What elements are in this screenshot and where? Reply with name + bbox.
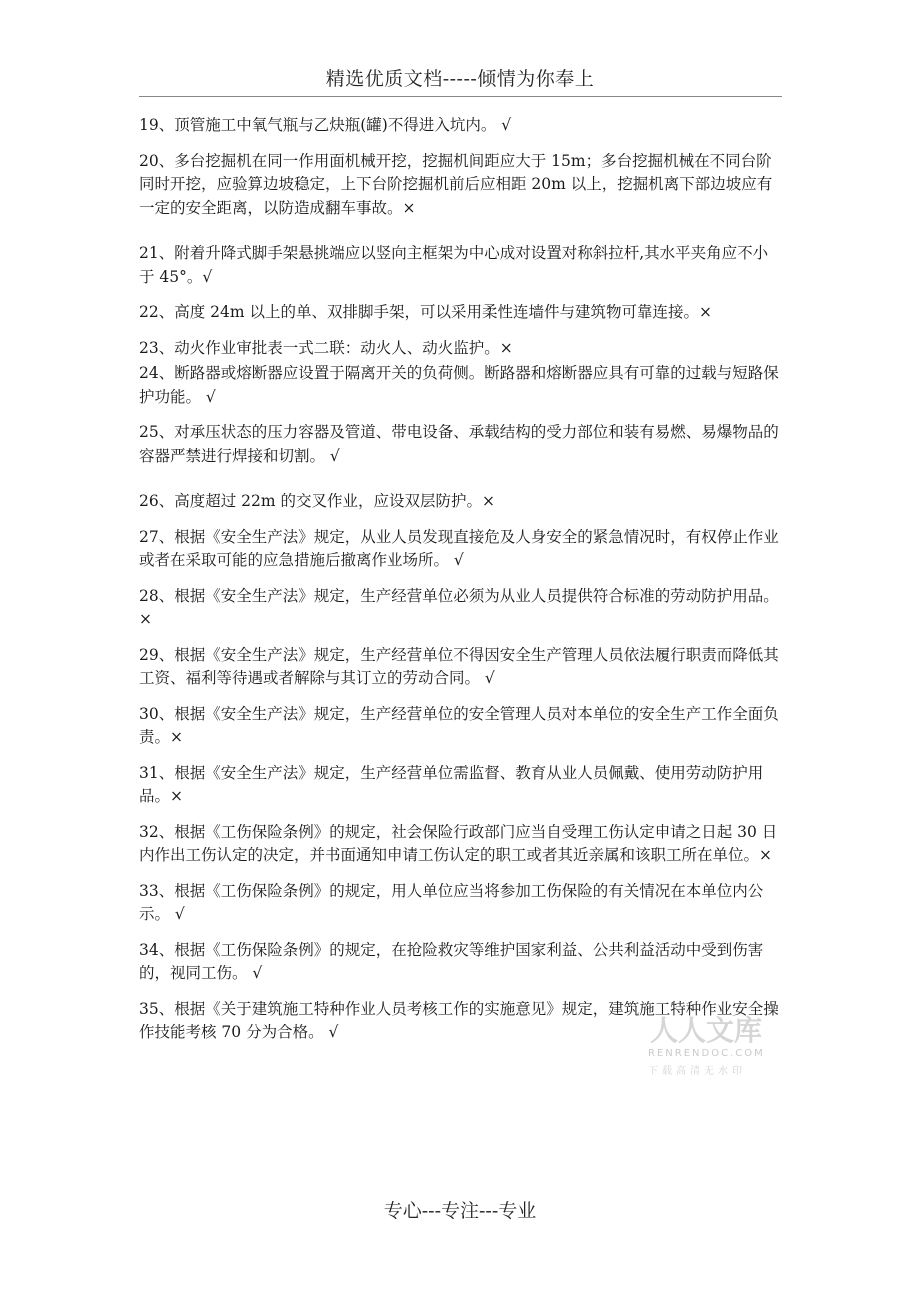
header-divider [139,96,782,97]
question-31: 31、根据《安全生产法》规定，生产经营单位需监督、教育从业人员佩戴、使用劳动防护用品。× [139,763,764,805]
svg-text:人人文库: 人人文库 [650,1014,763,1046]
question-19: 19、顶管施工中氧气瓶与乙炔瓶(罐)不得进入坑内。 √ [139,116,512,134]
watermark-domain: RENRENDOC.COM [648,1048,765,1059]
question-28: 28、根据《安全生产法》规定，生产经营单位必须为从业人员提供符合标准的劳动防护用品。× [139,586,779,628]
question-23: 23、动火作业审批表一式二联：动火人、动火监护。× [139,338,513,357]
watermark-logo [646,1012,776,1046]
question-30: 30、根据《安全生产法》规定，生产经营单位的安全管理人员对本单位的安全生产工作全面负责。× [139,704,779,746]
page-footer: 专心---专注---专业 [383,1200,537,1222]
watermark-slogan: 下载高清无水印 [648,1066,746,1077]
question-25: 25、对承压状态的压力容器及管道、带电设备、承载结构的受力部位和装有易燃、易爆物品的容器严禁进行焊接和切割。 √ [139,423,779,465]
question-34: 34、根据《工伤保险条例》的规定，在抢险救灾等维护国家利益、公共利益活动中受到伤害的，视同工伤。 √ [139,940,764,982]
watermark [646,1010,776,1076]
question-21: 21、附着升降式脚手架悬挑端应以竖向主框架为中心成对设置对称斜拉杆,其水平夹角应不小于 45°。√ [139,244,769,286]
document-body [139,114,780,1057]
question-22: 22、高度 24m 以上的单、双排脚手架，可以采用柔性连墙件与建筑物可靠连接。× [139,303,712,321]
question-33: 33、根据《工伤保险条例》的规定，用人单位应当将参加工伤保险的有关情况在本单位内公示。 √ [139,881,764,923]
question-35: 35、根据《关于建筑施工特种作业人员考核工作的实施意见》规定，建筑施工特种作业安全操作技能考核 70 分为合格。 √ [139,999,779,1041]
question-32: 32、根据《工伤保险条例》的规定，社会保险行政部门应当自受理工伤认定申请之日起 30 日内作出工伤认定的决定，并书面通知申请工伤认定的职工或者其近亲属和该职工所在单位。× [139,822,778,864]
question-26: 26、高度超过 22m 的交叉作业，应设双层防护。× [139,492,495,510]
page-header: 精选优质文档-----倾情为你奉上 [325,68,595,90]
question-20: 20、多台挖掘机在同一作用面机械开挖，挖掘机间距应大于 15m；多台挖掘机械在不同台阶同时开挖，应验算边坡稳定，上下台阶挖掘机前后应相距 20m 以上，挖掘机离下部边坡应有一定的安全距离，以防造成翻车事故。× [139,151,773,217]
question-24: 24、断路器或熔断器应设置于隔离开关的负荷侧。断路器和熔断器应具有可靠的过载与短路保护功能。 √ [139,364,779,406]
question-27: 27、根据《安全生产法》规定，从业人员发现直接危及人身安全的紧急情况时，有权停止作业或者在采取可能的应急措施后撤离作业场所。 √ [139,527,779,569]
question-29: 29、根据《安全生产法》规定，生产经营单位不得因安全生产管理人员依法履行职责而降低其工资、福利等待遇或者解除与其订立的劳动合同。 √ [139,645,779,687]
